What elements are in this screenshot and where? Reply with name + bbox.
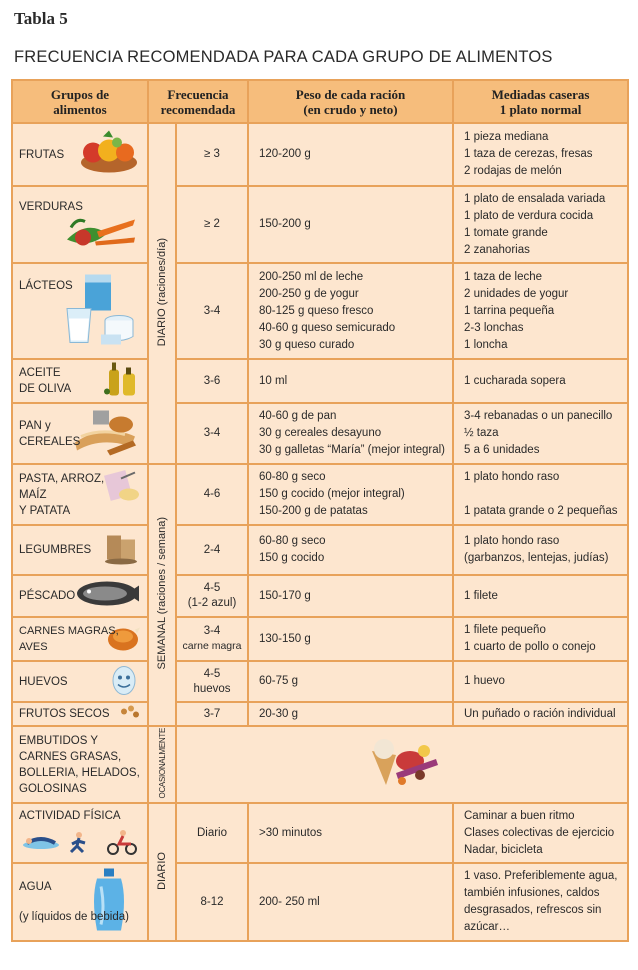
food-cell: FRUTOS SECOS bbox=[12, 702, 148, 726]
frequency-cell: 8-12 bbox=[176, 863, 248, 941]
food-cell: HUEVOS bbox=[12, 661, 148, 702]
weight-cell: 40-60 g de pan 30 g cereales desayuno 30 g galletas “María” (mejor integral) bbox=[248, 403, 453, 464]
nuts-icon bbox=[119, 704, 141, 725]
table-row bbox=[12, 186, 628, 263]
weight-cell: 60-80 g seco 150 g cocido (mejor integral) 150-200 g de patatas bbox=[248, 464, 453, 525]
frequency-cell: 4-5 (1-2 azul) bbox=[176, 575, 248, 617]
table-row bbox=[12, 702, 628, 726]
table-row bbox=[12, 726, 628, 803]
weight-cell: >30 minutos bbox=[248, 803, 453, 863]
measure-cell: 1 vaso. Preferiblemente agua, también infusiones, caldos desgrasados, refrescos sin azúcar… bbox=[453, 863, 628, 941]
weight-cell: 150-170 g bbox=[248, 575, 453, 617]
table-row bbox=[12, 263, 628, 359]
food-frequency-table bbox=[11, 79, 629, 942]
food-cell: EMBUTIDOS Y CARNES GRASAS, BOLLERIA, HELADOS, GOLOSINAS bbox=[12, 726, 148, 803]
header-peso: Peso de cada ración (en crudo y neto) bbox=[248, 80, 453, 123]
group-ocasional: OCASIONALMENTE bbox=[148, 726, 176, 803]
table-title: FRECUENCIA RECOMENDADA PARA CADA GRUPO DE ALIMENTOS bbox=[14, 48, 553, 66]
weight-cell: 20-30 g bbox=[248, 702, 453, 726]
measure-cell: 1 pieza mediana 1 taza de cerezas, fresas 2 rodajas de melón bbox=[453, 123, 628, 186]
header-row bbox=[12, 80, 628, 123]
dairy-icon bbox=[61, 269, 141, 354]
table-row bbox=[12, 661, 628, 702]
measure-cell: 1 filete bbox=[453, 575, 628, 617]
sweets-icon bbox=[362, 782, 442, 794]
egg-icon bbox=[107, 662, 141, 701]
table-row bbox=[12, 803, 628, 863]
measure-cell: 1 plato hondo raso 1 patata grande o 2 pequeñas bbox=[453, 464, 628, 525]
table-row bbox=[12, 525, 628, 575]
vegetables-icon bbox=[61, 211, 141, 256]
fruit-basket-icon bbox=[75, 128, 141, 181]
food-cell: LÁCTEOS bbox=[12, 263, 148, 359]
food-cell: ACTIVIDAD FÍSICA bbox=[12, 803, 148, 863]
food-cell: ACEITE DE OLIVA bbox=[12, 359, 148, 403]
measure-cell: 1 cucharada sopera bbox=[453, 359, 628, 403]
group-diario: DIARIO (raciones/día) bbox=[148, 123, 176, 464]
bread-icon bbox=[71, 406, 141, 461]
weight-cell: 200-250 ml de leche 200-250 g de yogur 80-125 g queso fresco 40-60 g queso semicurado 30 g queso curado bbox=[248, 263, 453, 359]
frequency-cell: 3-4 bbox=[176, 263, 248, 359]
measure-cell: 1 huevo bbox=[453, 661, 628, 702]
table-row bbox=[12, 403, 628, 464]
frequency-cell: 3-7 bbox=[176, 702, 248, 726]
weight-cell: 130-150 g bbox=[248, 617, 453, 661]
table-row bbox=[12, 617, 628, 661]
legumes-icon bbox=[101, 530, 141, 571]
weight-cell: 10 ml bbox=[248, 359, 453, 403]
food-cell: PÉSCADO bbox=[12, 575, 148, 617]
measure-cell: 1 filete pequeño 1 cuarto de pollo o conejo bbox=[453, 617, 628, 661]
frequency-cell: 4-5 huevos bbox=[176, 661, 248, 702]
food-cell: FRUTAS bbox=[12, 123, 148, 186]
food-cell: LEGUMBRES bbox=[12, 525, 148, 575]
olive-oil-icon bbox=[101, 360, 141, 403]
table-row bbox=[12, 359, 628, 403]
frequency-cell: 3-6 bbox=[176, 359, 248, 403]
frequency-cell: 2-4 bbox=[176, 525, 248, 575]
frequency-cell: ≥ 3 bbox=[176, 123, 248, 186]
sweets-illustration-cell bbox=[176, 726, 628, 803]
measure-cell: Caminar a buen ritmo Clases colectivas de ejercicio Nadar, bicicleta bbox=[453, 803, 628, 863]
food-cell: CARNES MAGRAS, AVES bbox=[12, 617, 148, 661]
weight-cell: 150-200 g bbox=[248, 186, 453, 263]
food-cell: PASTA, ARROZ, MAÍZ Y PATATA bbox=[12, 464, 148, 525]
weight-cell: 120-200 g bbox=[248, 123, 453, 186]
food-cell: AGUA (y líquidos de bebida) bbox=[12, 863, 148, 941]
frequency-cell: 4-6 bbox=[176, 464, 248, 525]
measure-cell: 3-4 rebanadas o un panecillo ½ taza 5 a 6 unidades bbox=[453, 403, 628, 464]
food-cell: PAN y CEREALES bbox=[12, 403, 148, 464]
measure-cell: 1 taza de leche 2 unidades de yogur 1 tarrina pequeña 2-3 lonchas 1 loncha bbox=[453, 263, 628, 359]
food-cell: VERDURAS bbox=[12, 186, 148, 263]
table-row bbox=[12, 575, 628, 617]
group-semanal: SEMANAL (raciones / semana) bbox=[148, 464, 176, 726]
header-medidas: Mediadas caseras 1 plato normal bbox=[453, 80, 628, 123]
frequency-cell: 3-4 carne magra bbox=[176, 617, 248, 661]
measure-cell: Un puñado o ración individual bbox=[453, 702, 628, 726]
table-number: Tabla 5 bbox=[14, 9, 68, 28]
frequency-cell: Diario bbox=[176, 803, 248, 863]
table-row bbox=[12, 123, 628, 186]
frequency-cell: 3-4 bbox=[176, 403, 248, 464]
weight-cell: 60-80 g seco 150 g cocido bbox=[248, 525, 453, 575]
table-row bbox=[12, 464, 628, 525]
header-grupos: Grupos de alimentos bbox=[12, 80, 148, 123]
measure-cell: 1 plato hondo raso (garbanzos, lentejas, judías) bbox=[453, 525, 628, 575]
weight-cell: 60-75 g bbox=[248, 661, 453, 702]
fish-icon bbox=[75, 578, 141, 615]
exercise-icon bbox=[19, 829, 143, 860]
table-row bbox=[12, 863, 628, 941]
frequency-cell: ≥ 2 bbox=[176, 186, 248, 263]
group-diario-2: DIARIO bbox=[148, 803, 176, 941]
measure-cell: 1 plato de ensalada variada 1 plato de verdura cocida 1 tomate grande 2 zanahorias bbox=[453, 186, 628, 263]
pasta-icon bbox=[101, 466, 143, 511]
weight-cell: 200- 250 ml bbox=[248, 863, 453, 941]
header-frecuencia: Frecuencia recomendada bbox=[148, 80, 248, 123]
